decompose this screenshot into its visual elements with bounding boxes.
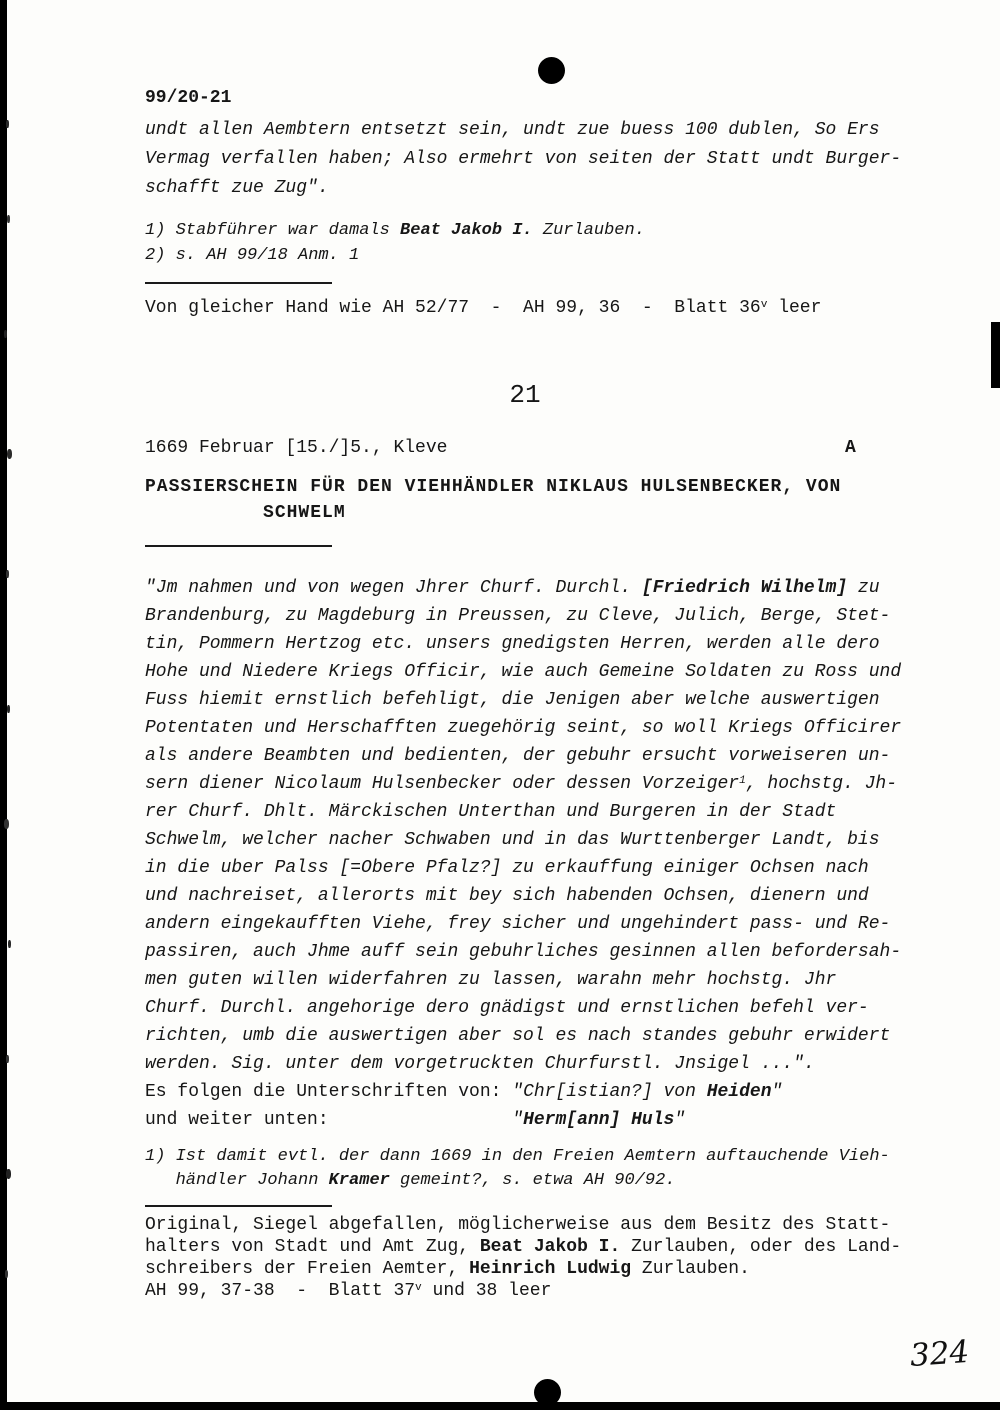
divider-title (145, 545, 332, 547)
handwritten-page-number: 324 (908, 1333, 971, 1375)
text-line: Schwelm, welcher nacher Schwaben und in das Wurttenberger Landt, bis (145, 830, 880, 850)
signature-lines (145, 1078, 782, 1134)
text-line: andern eingekaufften Viehe, frey sicher und ungehindert pass- und Re- (145, 914, 891, 934)
text-line: 2) s. AH 99/18 Anm. 1 (145, 246, 360, 265)
text-line: tin, Pommern Hertzog etc. unsers gnedigsten Herren, werden alle dero (145, 634, 880, 654)
text-line: men guten willen widerfahren zu lassen, warahn mehr hochstg. Jhr (145, 970, 837, 990)
classification-letter: A (845, 438, 856, 458)
text-line: Brandenburg, zu Magdeburg in Preussen, zu Cleve, Julich, Berge, Stet- (145, 606, 891, 626)
text-line: 1) Stabführer war damals Beat Jakob I. Zurlauben. (145, 221, 645, 240)
footnote-bottom (145, 1145, 890, 1193)
footnotes-top (145, 218, 645, 268)
transcription-body (145, 574, 901, 1078)
divider-top (145, 282, 332, 284)
scan-noise-specks (6, 120, 9, 128)
scan-dot-bottom (534, 1379, 561, 1406)
text-line: Churf. Durchl. angehorige dero gnädigst und ernstlichen befehl ver- (145, 998, 869, 1018)
text-line: SCHWELM (145, 503, 346, 523)
text-line: sern diener Nicolaum Hulsenbecker oder dessen Vorzeiger$^1$, hochstg. Jh- (145, 774, 898, 794)
text-line: rer Churf. Dhlt. Märckischen Unterthan und Burgeren in der Stadt (145, 802, 837, 822)
entry-title (145, 474, 841, 526)
text-line: halters von Stadt und Amt Zug, Beat Jakob I. Zurlauben, oder des Land- (145, 1237, 902, 1257)
text-line: Vermag verfallen haben; Also ermehrt von seiten der Statt undt Burger- (145, 149, 902, 169)
text-line: Hohe und Niedere Kriegs Officir, wie auch Gemeine Soldaten zu Ross und (145, 662, 902, 682)
text-line: Fuss hiemit ernstlich befehligt, die Jenigen aber welche auswertigen (145, 690, 880, 710)
colophon (145, 1214, 901, 1302)
text-line: in die uber Palss [=Obere Pfalz?] zu erkauffung einiger Ochsen nach (145, 858, 869, 878)
text-line: passiren, auch Jhme auff sein gebuhrliches gesinnen allen befordersah- (145, 942, 902, 962)
page-reference: 99/20-21 (145, 88, 232, 108)
text-line: händler Johann Kramer gemeint?, s. etwa AH 90/92. (145, 1171, 676, 1190)
text-line: richten, umb die auswertigen aber sol es nach standes gebuhr erwidert (145, 1026, 891, 1046)
scan-edge-left (0, 0, 7, 1410)
scan-edge-bottom (0, 1402, 1000, 1410)
text-line: schafft zue Zug". (145, 178, 329, 198)
entry-number: 21 (509, 380, 541, 410)
text-line: und weiter unten: "Herm[ann] Huls" (145, 1110, 686, 1130)
text-line: Es folgen die Unterschriften von: "Chr[istian?] von Heiden" (145, 1082, 783, 1102)
text-line: PASSIERSCHEIN FÜR DEN VIEHHÄNDLER NIKLAUS HULSENBECKER, VON (145, 477, 842, 497)
text-line: 1) Ist damit evtl. der dann 1669 in den Freien Aemtern auftauchende Vieh- (145, 1147, 890, 1166)
scan-mark-right (991, 322, 1000, 388)
text-line: undt allen Aembtern entsetzt sein, undt zue buess 100 dublen, So Ers (145, 120, 880, 140)
text-line: AH 99, 37-38 - Blatt 37$^v$ und 38 leer (145, 1281, 552, 1301)
date-line (145, 438, 905, 458)
text-line: Potentaten und Herschafften zuegehörig seint, so woll Kriegs Officirer (145, 718, 902, 738)
scan-dot-top (538, 57, 565, 84)
divider-bottom (145, 1205, 332, 1207)
text-line: Original, Siegel abgefallen, möglicherweise aus dem Besitz des Statt- (145, 1215, 891, 1235)
text-line: als andere Beambten und bedienten, der gebuhr ersucht vorweiseren un- (145, 746, 891, 766)
text-line: schreibers der Freien Aemter, Heinrich Ludwig Zurlauben. (145, 1259, 750, 1279)
text-line: werden. Sig. unter dem vorgetruckten Churfurstl. Jnsigel ...". (145, 1054, 815, 1074)
intro-quote (145, 116, 901, 203)
date-place: 1669 Februar [15./]5., Kleve (145, 438, 448, 458)
text-line: "Jm nahmen und von wegen Jhrer Churf. Durchl. [Friedrich Wilhelm] zu (145, 578, 880, 598)
text-line: Von gleicher Hand wie AH 52/77 - AH 99, 36 - Blatt 36$^v$ leer (145, 298, 822, 318)
text-line: und nachreiset, allerorts mit bey sich habenden Ochsen, dienern und (145, 886, 869, 906)
hand-note (145, 298, 821, 318)
